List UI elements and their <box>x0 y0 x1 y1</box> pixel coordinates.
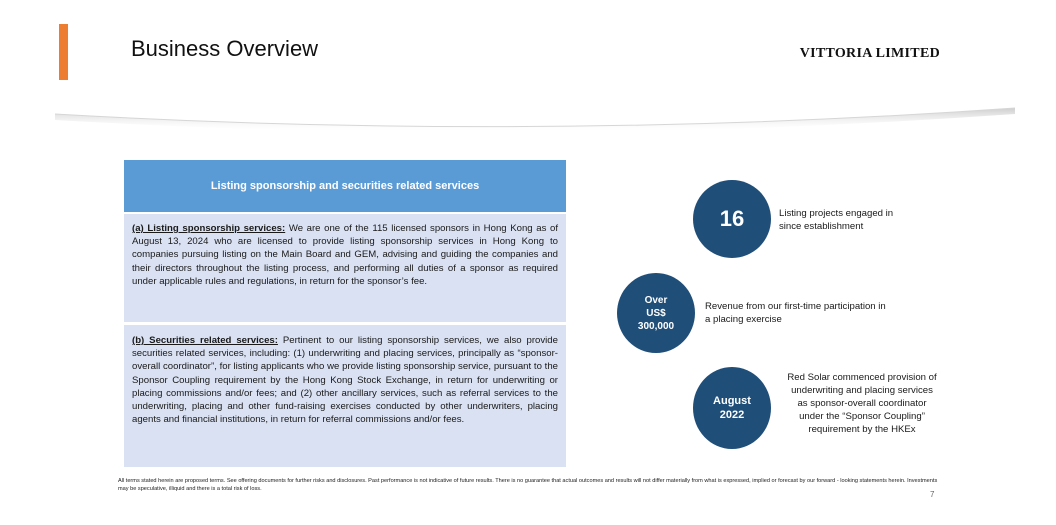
header-divider-swoosh <box>55 100 1015 140</box>
stat-value: 16 <box>719 206 745 231</box>
section-text: Pertinent to our listing sponsorship services, we also provide securities related services, including: (1) underwriting and placing services, principally as “sponsor-overall coordinator”, for listing applicants who we provide listing sponsorship service, pursuant to the Sponsor Coupling requirement by the Hong Kong Stock Exchange, in return for underwriting or placing commissions and/or fees; and (2) other ancillary services, such as referral services to the underwriting, placing and other fund-raising exercises conducted by other underwriters, placing agents and financial institutions, in return for referral commissions and/or fees. <box>132 335 558 426</box>
stat-desc-line: underwriting and placing services <box>791 385 933 396</box>
stat-desc-line: Listing projects engaged in <box>779 208 894 219</box>
stat-desc-date <box>772 371 952 436</box>
stat-circle-date <box>693 367 771 449</box>
legal-disclaimer: All terms stated herein are proposed terms. See offering documents for further risks and disclosures. Past performance is not indicative of future results. There is no guarantee that actual outcomes and results will not differ materially from what is expressed, implied or forecast by our forward - looking statements herein. Investments may be speculative, illiquid and there is a total risk of loss. <box>118 478 938 492</box>
stat-value-line: August <box>713 395 751 407</box>
company-logo-text: VITTORIA LIMITED <box>799 46 940 61</box>
stat-desc-projects <box>779 207 939 233</box>
stat-desc-line: requirement by the HKEx <box>808 424 916 435</box>
section-lead: (b) Securities related services: <box>132 335 278 346</box>
stat-value-line: US$ <box>646 307 666 319</box>
section-lead: (a) Listing sponsorship services: <box>132 223 286 234</box>
securities-services-section <box>124 325 566 467</box>
stat-desc-line: under the “Sponsor Coupling” <box>799 411 925 422</box>
stat-desc-line: Red Solar commenced provision of <box>787 372 937 383</box>
stat-desc-line: as sponsor-overall coordinator <box>797 398 927 409</box>
stat-desc-revenue <box>705 300 945 326</box>
page-title: Business Overview <box>131 36 319 61</box>
stat-value-line: 300,000 <box>637 320 675 332</box>
page-number: 7 <box>930 490 935 499</box>
stat-desc-line: since establishment <box>779 221 864 232</box>
listing-sponsorship-section <box>124 214 566 322</box>
title-accent-bar <box>59 24 68 80</box>
stat-circle-projects <box>693 180 771 258</box>
stat-desc-line: Revenue from our first-time participation in <box>705 301 886 312</box>
stat-value-line: 2022 <box>719 409 745 421</box>
services-card-heading: Listing sponsorship and securities related services <box>124 160 566 212</box>
section-text: We are one of the 115 licensed sponsors in Hong Kong as of August 13, 2024 who are licensed to provide listing sponsorship services in Hong Kong to companies pursuing listing on the Main Board and GEM, advising and guiding the companies and their directors throughout the listing process, and performing all duties of a sponsor as required under applicable rules and regulations, in return for the sponsor’s fee. <box>132 223 558 287</box>
stat-value-line: Over <box>644 294 668 306</box>
stat-circle-revenue <box>617 273 695 353</box>
stat-desc-line: a placing exercise <box>705 314 782 325</box>
